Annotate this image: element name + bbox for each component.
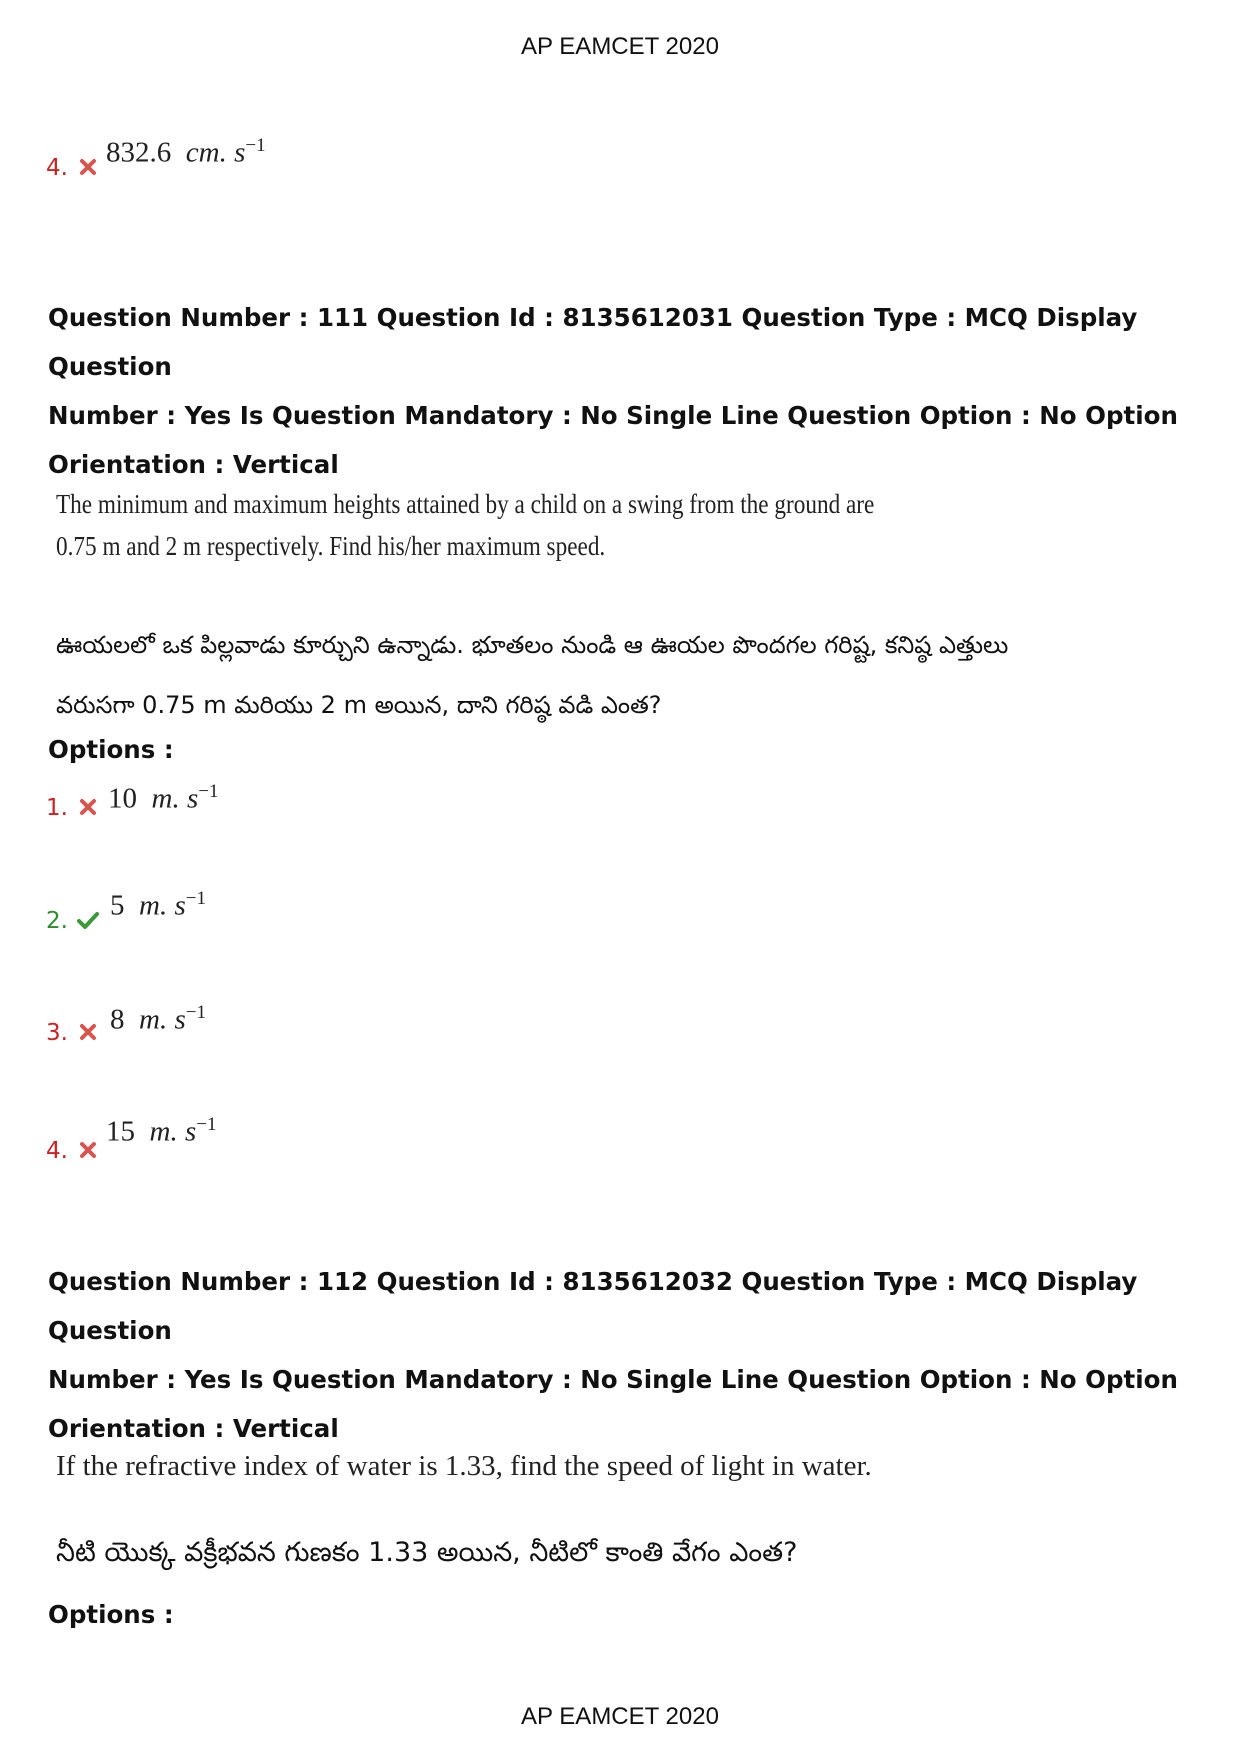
question-text-telugu [56, 1537, 797, 1575]
question-line: The minimum and maximum heights attained by a child on a swing from the ground are [56, 489, 875, 519]
cross-icon [78, 1140, 98, 1160]
meta-line: Orientation : Vertical [48, 450, 339, 479]
option-number: 1. [46, 795, 68, 821]
question-line: నీటి యొక్క వక్రీభవన గుణకం 1.33 అయిన, నీటిలో కాంతి వేగం ఎంత? [56, 1537, 798, 1568]
option-answer: 832.6 cm. $s^{-1}$ [106, 135, 266, 169]
option-number: 4. [46, 1138, 68, 1164]
options-label: Options : [48, 1600, 174, 1629]
question-meta-111 [48, 293, 1198, 489]
meta-line: Number : Yes Is Question Mandatory : No Single Line Question Option : No Option [48, 1365, 1178, 1394]
meta-line: Question Number : 111 Question Id : 8135612031 Question Type : MCQ Display Question [48, 303, 1138, 381]
cross-icon [78, 1022, 98, 1042]
options-label: Options : [48, 735, 174, 764]
question-text-english [56, 1450, 872, 1483]
option-answer: 8 m. $s^{-1}$ [110, 1002, 206, 1036]
meta-line: Question Number : 112 Question Id : 8135612032 Question Type : MCQ Display Question [48, 1267, 1138, 1345]
option-answer: 5 m. $s^{-1}$ [110, 888, 206, 922]
question-text-english [56, 483, 1002, 567]
question-line: ఊయలలో ఒక పిల్లవాడు కూర్చుని ఉన్నాడు. భూతలం నుండి ఆ ఊయల పొందగల గరిష్ట, కనిష్ఠ ఎత్తులు [56, 631, 1009, 659]
check-icon [76, 910, 100, 930]
question-line: వరుసగా 0.75 m మరియు 2 m అయిన, దాని గరిష్ఠ వడి ఎంత? [56, 691, 662, 719]
question-text-telugu [56, 610, 1156, 730]
option-number: 2. [46, 908, 68, 934]
option-answer: 10 m. $s^{-1}$ [108, 781, 219, 815]
question-line: 0.75 m and 2 m respectively. Find his/her maximum speed. [56, 531, 606, 561]
meta-line: Orientation : Vertical [48, 1414, 339, 1443]
option-number: 3. [46, 1020, 68, 1046]
option-answer: 15 m. $s^{-1}$ [106, 1114, 217, 1148]
question-meta-112 [48, 1257, 1198, 1453]
meta-line: Number : Yes Is Question Mandatory : No Single Line Question Option : No Option [48, 401, 1178, 430]
cross-icon [78, 157, 98, 177]
page-header: AP EAMCET 2020 [521, 33, 719, 60]
cross-icon [78, 797, 98, 817]
question-line: If the refractive index of water is 1.33, find the speed of light in water. [56, 1450, 872, 1482]
page-footer: AP EAMCET 2020 [521, 1703, 719, 1730]
option-number: 4. [46, 155, 68, 181]
